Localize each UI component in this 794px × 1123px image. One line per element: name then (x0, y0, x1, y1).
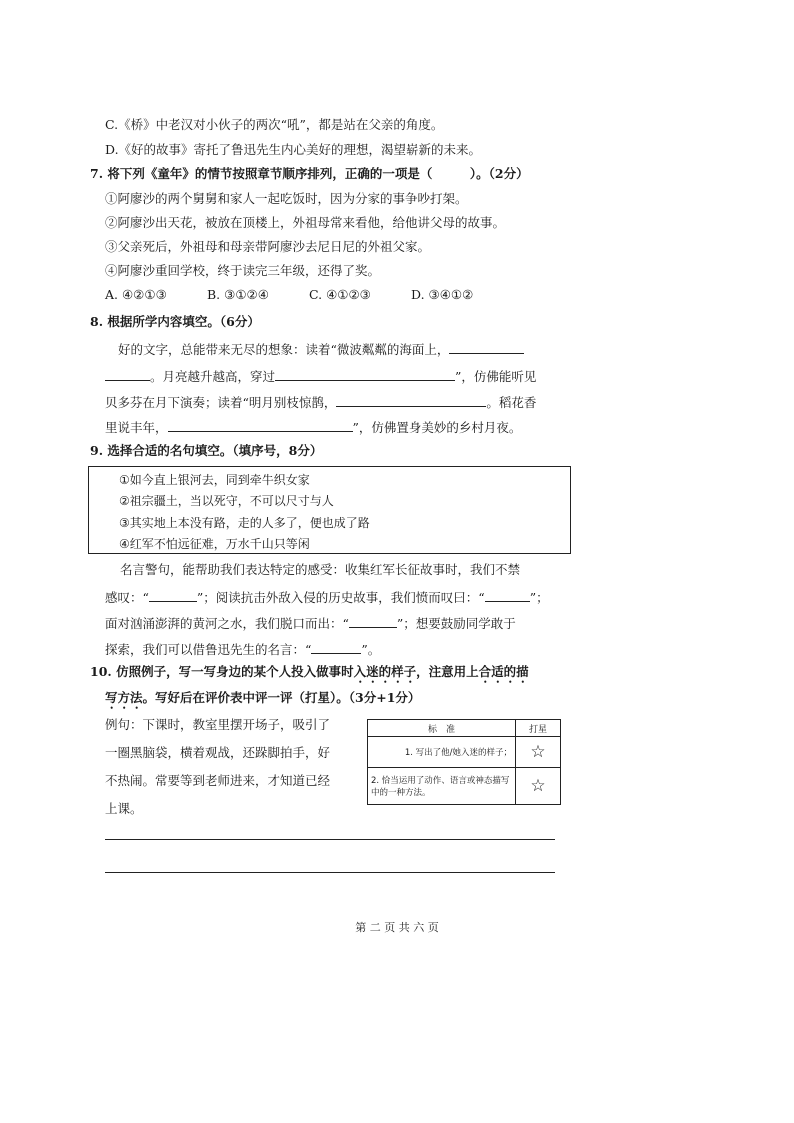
q9-quote-box (88, 466, 571, 554)
q8-line-1: 好的文字，总能带来无尽的想象：读着“微波粼粼的海面上， (118, 340, 524, 358)
q7-choice-a: A. ④②①③ (105, 287, 167, 302)
table-row (368, 768, 561, 805)
q8-blank-2[interactable] (275, 367, 455, 381)
q9-quote-1: ①如今直上银河去，同到牵牛织女家 (119, 473, 310, 487)
page-footer: 第 二 页 共 六 页 (355, 921, 439, 934)
q10-stem-1: 10. 仿照例子，写一写身边的某个人投入做事时入迷的样子，注意用上合适的描 (90, 664, 529, 679)
q8-line-3: 贝多芬在月下演奏；读着“明月别枝惊鹊， 。稻花香 (105, 395, 537, 410)
q9-blank-2[interactable] (485, 588, 530, 602)
answer-line-2[interactable] (105, 872, 555, 873)
table-row (368, 737, 561, 768)
q7-stem: 7. 将下列《童年》的情节按照章节顺序排列，正确的一项是（ ）。（2分） (90, 166, 529, 181)
q7-choice-b: B. ③①②④ (207, 287, 269, 302)
q9-quote-3: ③其实地上本没有路，走的人多了，便也成了路 (119, 516, 370, 530)
q9-para-1: 名言警句，能帮助我们表达特定的感受：收集红军长征故事时，我们不禁 (120, 562, 521, 577)
q7-choice-d: D. ③④①② (411, 287, 474, 302)
criterion-2: 2. 恰当运用了动作、语言或神态描写中的一种方法。 (368, 768, 516, 805)
q9-blank-4[interactable] (311, 640, 361, 654)
q8-blank-1-cont[interactable] (105, 367, 150, 381)
star-icon[interactable]: ☆ (516, 768, 561, 805)
q8-line-2: 。月亮越升越高，穿过 ”，仿佛能听见 (105, 367, 536, 385)
table-header-star: 打星 (516, 720, 561, 737)
q8-blank-3[interactable] (336, 393, 486, 407)
answer-line-1[interactable] (105, 839, 555, 840)
q8-blank-4[interactable] (168, 418, 353, 432)
q7-choice-c: C. ④①②③ (309, 287, 371, 302)
q9-para-3: 面对汹涌澎湃的黄河之水，我们脱口而出：“ ”；想要鼓励同学敢于 (105, 616, 516, 631)
star-icon[interactable]: ☆ (516, 737, 561, 768)
q10-stem-2: 写方法。写好后在评价表中评一评（打星）。（3分+1分） (105, 690, 421, 705)
q10-example: 例句：下课时，教室里摆开场子，吸引了 一圈黑脑袋，横着观战，还跺脚拍手，好 不热闹。常要等到老师进来，才知道已经 上课。 (105, 717, 331, 816)
evaluation-table (367, 719, 561, 805)
criterion-1: 1. 写出了他/她入迷的样子； (368, 737, 516, 768)
q7-item-4: ④阿廖沙重回学校，终于读完三年级，还得了奖。 (105, 263, 381, 278)
q9-para-4: 探索，我们可以借鲁迅先生的名言：“ ”。 (105, 642, 381, 657)
q8-stem: 8. 根据所学内容填空。（6分） (90, 314, 260, 329)
q9-para-2: 感叹：“ ”；阅读抗击外敌入侵的历史故事，我们愤而叹曰：“ ”； (105, 590, 549, 605)
q9-quote-4: ④红军不怕远征难，万水千山只等闲 (119, 537, 310, 551)
q6-option-d: D.《好的故事》寄托了鲁迅先生内心美好的理想，渴望崭新的未来。 (105, 142, 482, 157)
table-header-standard: 标 准 (368, 720, 516, 737)
q8-line-4: 里说丰年， ”，仿佛置身美妙的乡村月夜。 (105, 420, 522, 435)
q7-item-1: ①阿廖沙的两个舅舅和家人一起吃饭时，因为分家的事争吵打架。 (105, 191, 468, 206)
q8-blank-1[interactable] (449, 340, 524, 354)
q7-item-3: ③父亲死后，外祖母和母亲带阿廖沙去尼日尼的外祖父家。 (105, 239, 431, 254)
q9-blank-1[interactable] (149, 588, 197, 602)
q9-blank-3[interactable] (349, 614, 397, 628)
q7-item-2: ②阿廖沙出天花，被放在顶楼上，外祖母常来看他，给他讲父母的故事。 (105, 215, 506, 230)
q9-stem: 9. 选择合适的名句填空。（填序号，8分） (90, 443, 323, 458)
q9-quote-2: ②祖宗疆土，当以死守，不可以尺寸与人 (119, 494, 334, 508)
q6-option-c: C.《桥》中老汉对小伙子的两次“吼”，都是站在父亲的角度。 (105, 117, 444, 132)
